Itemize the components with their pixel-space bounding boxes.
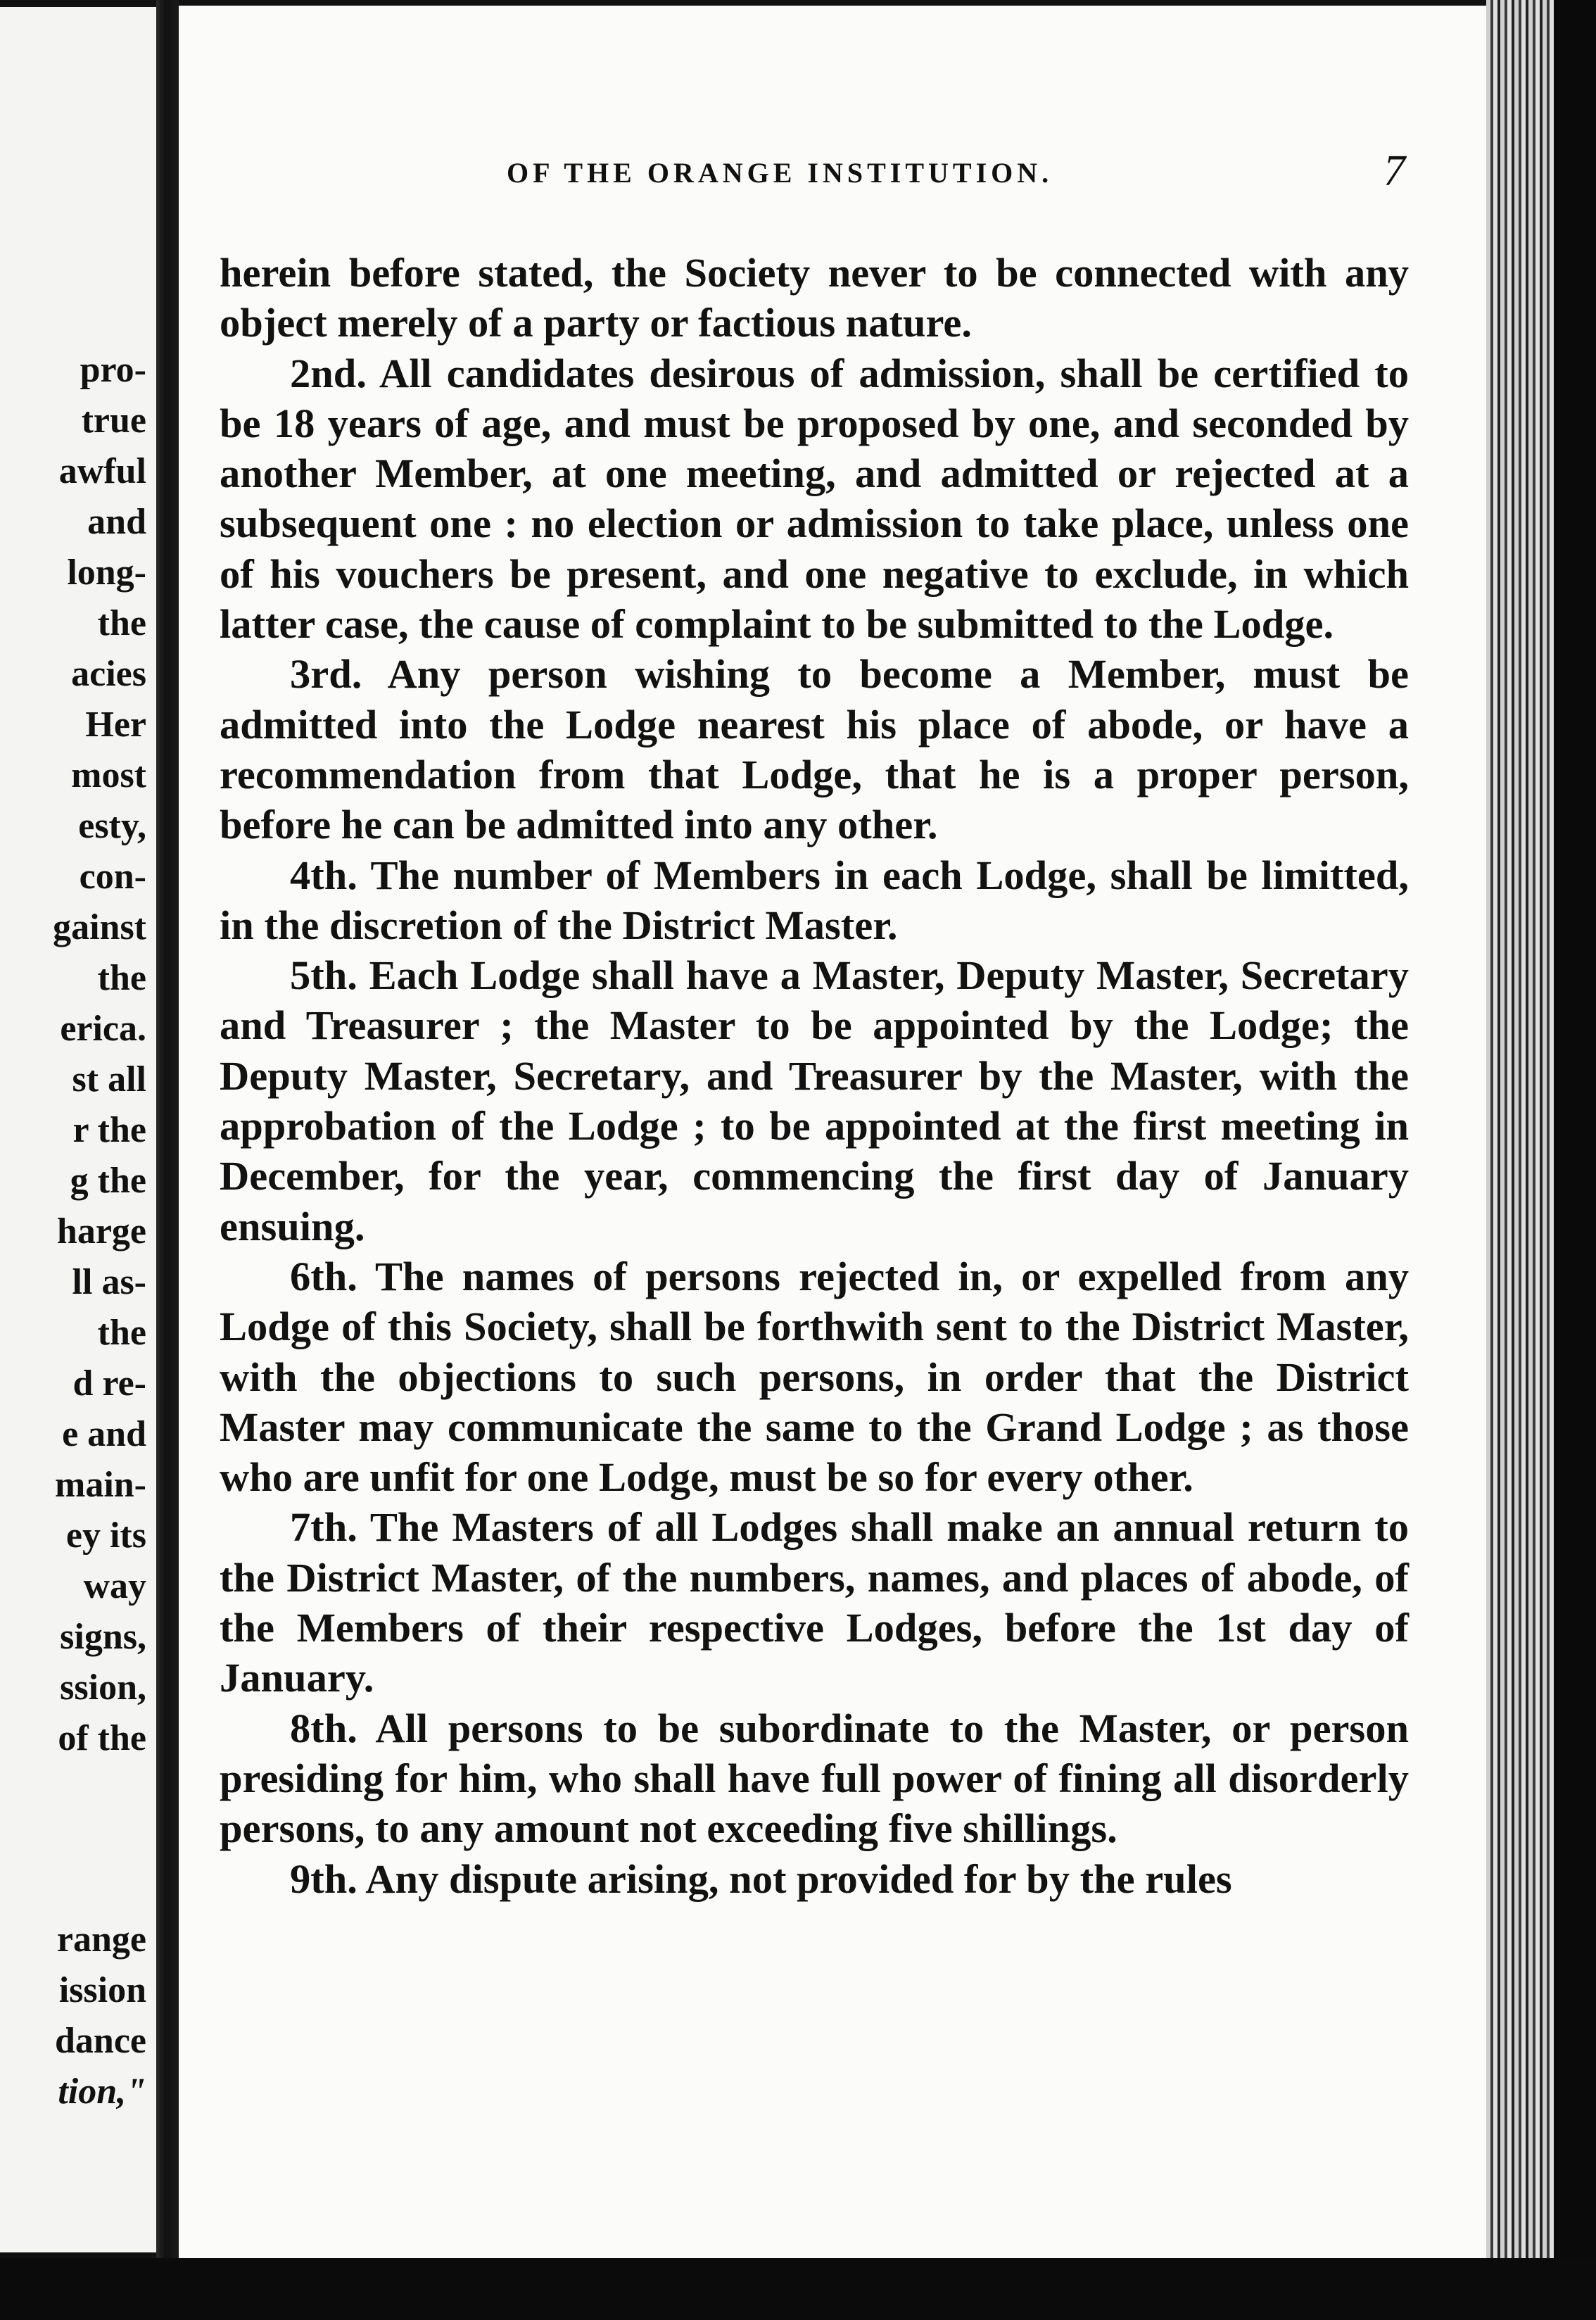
paragraph: 5th. Each Lodge shall have a Master, Deputy Master, Secretary and Treasurer ; the Master to be appointed by the Lodge; the Deputy Master, Secretary, and Treasurer by the Master, with the approbation of the Lodge ; to be appointed at the first meeting in December, for the year, commencing the first day of January ensuing. xyxy=(220,952,1409,1249)
left-page-line: signs, xyxy=(60,1617,146,1657)
paragraph: herein before stated, the Society never to be connected with any object merely of a party or factious nature. xyxy=(220,250,1409,346)
paragraph: 9th. Any dispute arising, not provided for by the rules xyxy=(290,1855,1232,1902)
left-page-line: gainst xyxy=(53,907,146,947)
left-facing-page xyxy=(0,7,156,2252)
left-page-line: main- xyxy=(55,1465,146,1505)
left-page-line: g the xyxy=(70,1161,146,1201)
left-page-line: st all xyxy=(72,1059,146,1099)
left-page-line: long- xyxy=(67,553,146,593)
paragraph: 8th. All persons to be subordinate to the Master, or person presiding for him, who shall have full power of fining all disorderly persons, to any amount not exceeding five shillings. xyxy=(220,1705,1409,1852)
left-page-line: of the xyxy=(58,1718,146,1758)
paragraph: 3rd. Any person wishing to become a Member, must be admitted into the Lodge nearest his place of abode, or have a recommendation from that Lodge, that he is a proper person, before he can be admitted into any other. xyxy=(220,651,1409,848)
left-page-line: ssion, xyxy=(60,1668,146,1708)
left-page-line: range xyxy=(56,1919,146,1960)
left-page-line: dance xyxy=(55,2021,146,2061)
paragraph: 2nd. All candidates desirous of admission, shall be certified to be 18 years of age, and must be proposed by one, and seconded by another Member, at one meeting, and admitted or rejected at a subsequent one : no election or admission to take place, unless one of his vouchers be present, and one negative to exclude, in which latter case, the cause of complaint to be submitted to the Lodge. xyxy=(220,350,1409,648)
running-header: OF THE ORANGE INSTITUTION. xyxy=(507,157,1053,189)
left-page-line: ey its xyxy=(65,1515,146,1556)
left-page-line: the xyxy=(97,603,146,643)
left-page-line: e and xyxy=(62,1414,146,1454)
left-page-line: the xyxy=(97,1313,146,1353)
left-page-line: the xyxy=(97,958,146,998)
left-page-line: ission xyxy=(58,1970,146,2010)
left-page-line: and xyxy=(87,502,146,542)
page-number: 7 xyxy=(1383,147,1405,195)
book-gutter xyxy=(156,0,179,2320)
left-page-line: r the xyxy=(72,1110,146,1150)
left-page-line: erica. xyxy=(60,1009,146,1049)
paragraph: 7th. The Masters of all Lodges shall make an annual return to the District Master, of the numbers, names, and places of abode, of the Members of their respective Lodges, before the 1st day of January. xyxy=(220,1504,1409,1701)
left-page-line: pro- xyxy=(80,350,146,390)
left-page-line: acies xyxy=(71,654,146,694)
paragraph: 4th. The number of Members in each Lodge, shall be limitted, in the discretion of the District Master. xyxy=(220,852,1409,948)
left-page-line: harge xyxy=(56,1211,146,1252)
left-page-line: way xyxy=(83,1566,146,1606)
left-page-line: d re- xyxy=(72,1363,146,1404)
page-edges xyxy=(1486,0,1596,2320)
left-page-line: esty, xyxy=(78,806,146,846)
left-page-line: most xyxy=(71,755,146,795)
left-page-line: awful xyxy=(58,451,146,491)
paragraph: 6th. The names of persons rejected in, or expelled from any Lodge of this Society, shall be forthwith sent to the District Master, with the objections to such persons, in order that the District Master may communicate the same to the Grand Lodge ; as those who are unfit for one Lodge, must be so for every other. xyxy=(220,1253,1409,1501)
body-text xyxy=(220,248,1409,1904)
scan-bottom-edge xyxy=(0,2258,1596,2320)
left-page-line: true xyxy=(81,401,146,441)
left-page-line: Her xyxy=(85,705,146,745)
left-page-line: con- xyxy=(79,857,146,897)
left-page-line: tion," xyxy=(58,2072,146,2112)
left-page-line: ll as- xyxy=(72,1262,146,1302)
